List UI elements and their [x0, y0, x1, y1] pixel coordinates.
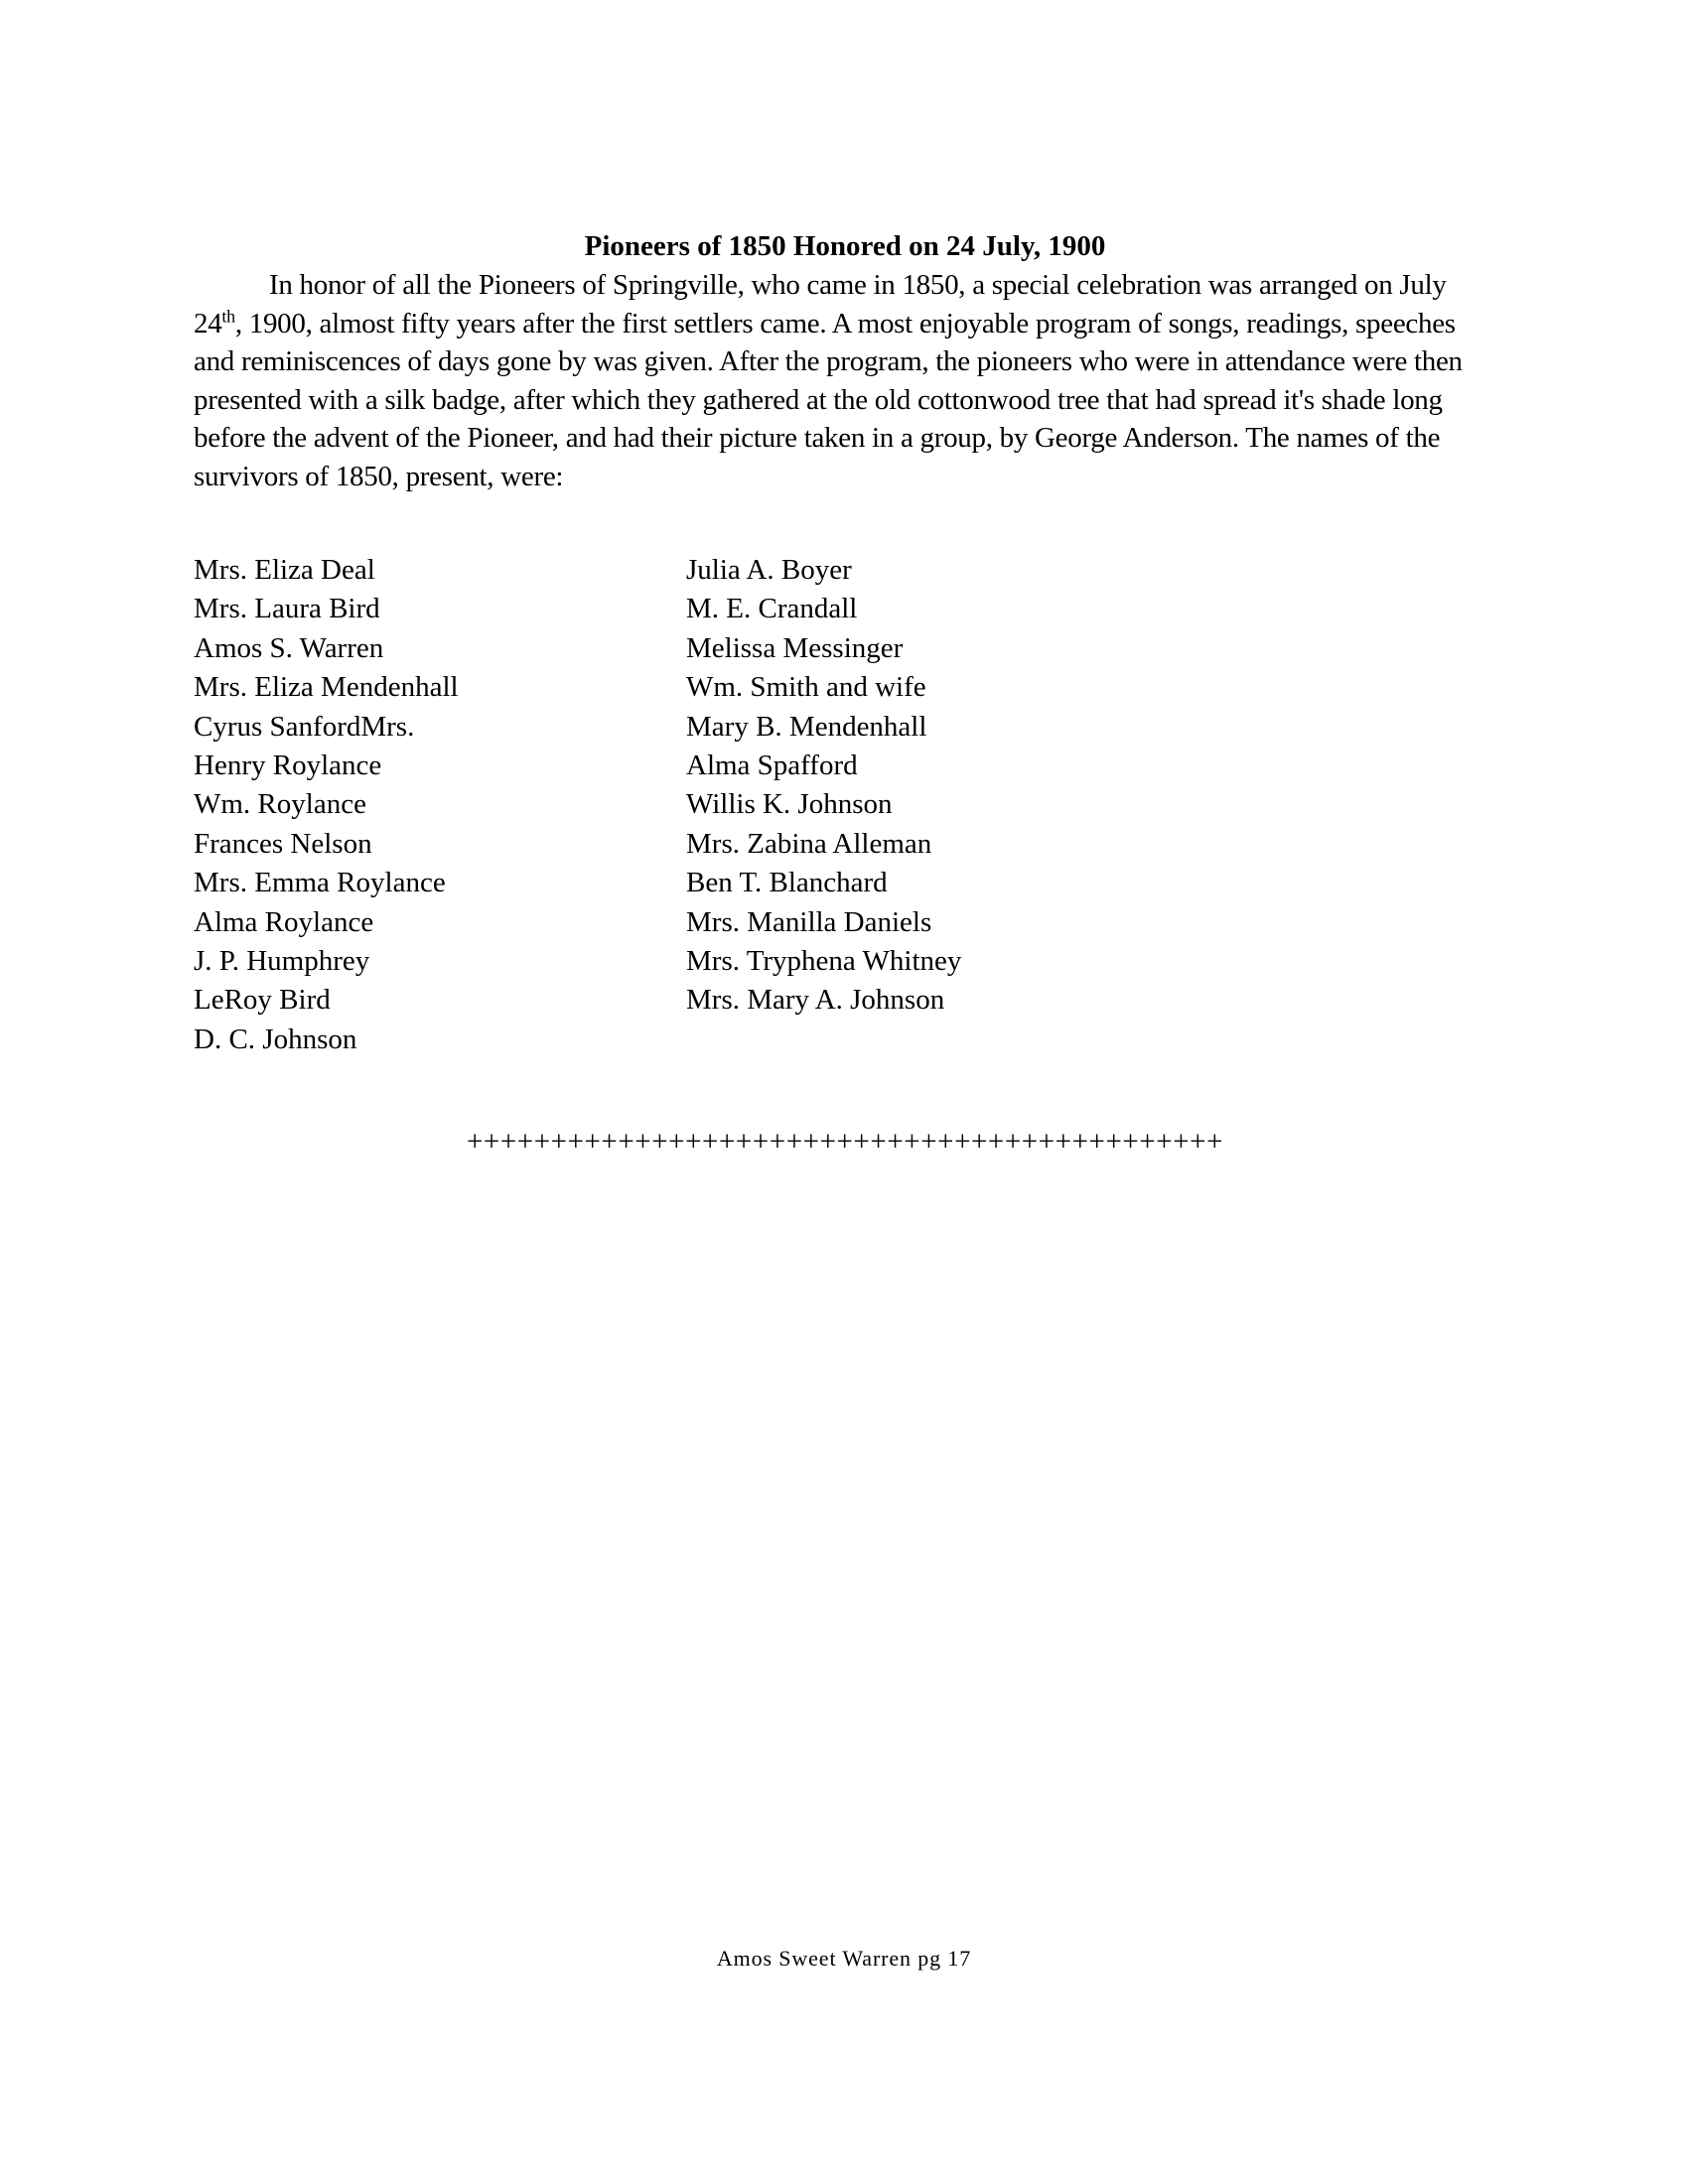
list-item: Julia A. Boyer: [686, 554, 852, 586]
list-item: Wm. Roylance: [194, 788, 366, 821]
section-divider: [194, 1125, 1496, 1159]
survivor-names-list: [194, 551, 1496, 1059]
plus-sign-divider: +++++++++++++++++++++++++++++++++++++++++++++: [466, 1126, 1224, 1159]
list-item: J. P. Humphrey: [194, 945, 370, 978]
list-item: Amos S. Warren: [194, 631, 384, 664]
list-item: Alma Spafford: [686, 750, 858, 782]
list-item: Melissa Messinger: [686, 631, 904, 664]
list-item: Mrs. Manilla Daniels: [686, 905, 932, 938]
ordinal-suffix: th: [221, 305, 235, 326]
names-column-right: [686, 551, 1302, 1059]
list-item: Wm. Smith and wife: [686, 671, 926, 704]
document-content: [194, 226, 1496, 1159]
list-item: Mary B. Mendenhall: [686, 710, 927, 743]
list-item: Mrs. Mary A. Johnson: [686, 984, 945, 1017]
list-item: Mrs. Zabina Alleman: [686, 827, 932, 860]
list-item: M. E. Crandall: [686, 593, 858, 625]
paragraph-text-part-1: In honor of all the Pioneers of Springville, who came in 1850, a special celebration was arranged on July 24: [194, 269, 1447, 340]
list-item: Henry Roylance: [194, 750, 382, 782]
list-item: D. C. Johnson: [194, 1023, 357, 1055]
list-item: Mrs. Laura Bird: [194, 593, 380, 625]
page-title: Pioneers of 1850 Honored on 24 July, 1900: [584, 230, 1106, 262]
list-item: Alma Roylance: [194, 905, 374, 938]
list-item: Mrs. Eliza Deal: [194, 554, 375, 586]
list-item: Mrs. Tryphena Whitney: [686, 945, 962, 978]
list-item: Willis K. Johnson: [686, 788, 893, 821]
paragraph-text-part-2: , 1900, almost fifty years after the first settlers came. A most enjoyable program of songs, readings, speeches and reminiscences of days gone by was given. After the program, the pioneers who were in attendance were then presented with a silk badge, after which they gathered at the old cottonwood tree that had spread it's shade long before the advent of the Pioneer, and had their picture taken in a group, by George Anderson. The names of the survivors of 1850, present, were:: [194, 307, 1463, 492]
list-item: Frances Nelson: [194, 827, 372, 860]
list-item: Mrs. Eliza Mendenhall: [194, 671, 459, 704]
names-column-left: [194, 551, 686, 1059]
page-footer: Amos Sweet Warren pg 17: [716, 1946, 972, 1971]
body-paragraph: [194, 266, 1496, 495]
list-item: Ben T. Blanchard: [686, 867, 888, 899]
list-item: Cyrus SanfordMrs.: [194, 710, 415, 743]
list-item: LeRoy Bird: [194, 984, 331, 1017]
list-item: Mrs. Emma Roylance: [194, 867, 446, 899]
